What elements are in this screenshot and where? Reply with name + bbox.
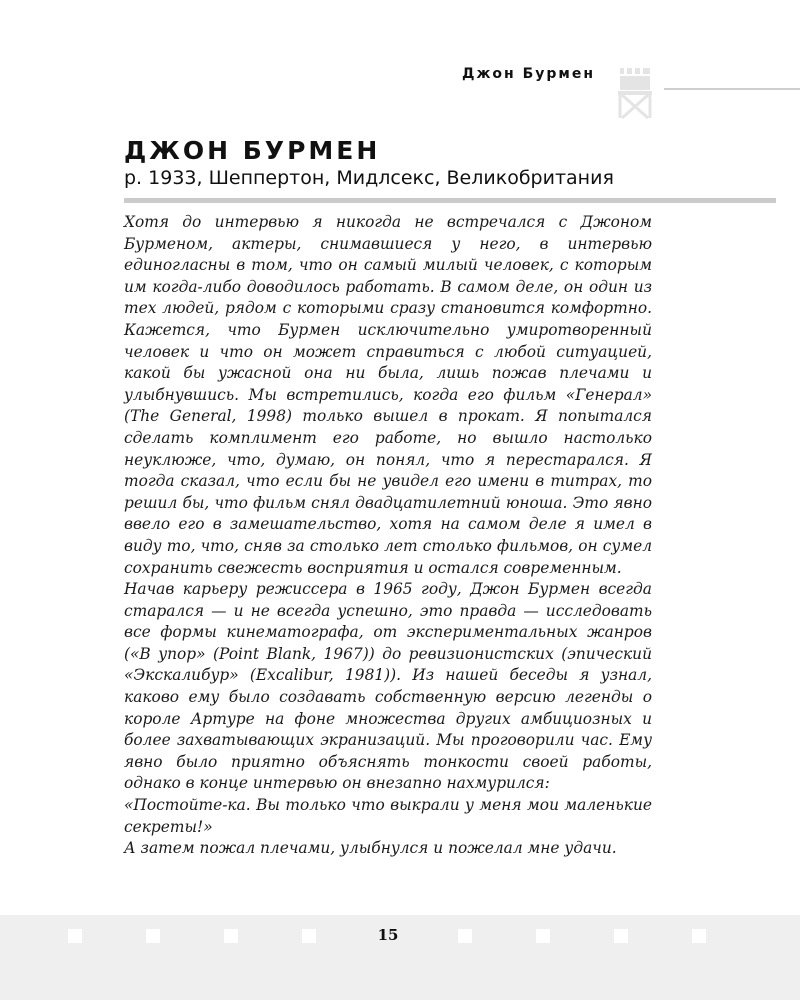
- article-paragraph: Начав карьеру режиссера в 1965 году, Джон Бурмен всегда старался — и не всегда успешно, это правда — исследовать все формы кинематографа, от экспериментальных жанров («В упор» (Point Blank, 1967)) до ревизионистских (эпический «Экскалибур» (Excalibur, 1981)). Из нашей беседы я узнал, каково ему было создавать собственную версию легенды о короле Артуре на фоне множества других амбициозных и более захватывающих экранизаций. Мы проговорили час. Ему явно было приятно объяснять тонкости своей работы, однако в конце интервью он внезапно нахмурился:: [124, 580, 652, 793]
- running-head-rule: [664, 88, 800, 90]
- article-paragraph: «Постойте-ка. Вы только что выкрали у меня мои маленькие секреты!»: [124, 796, 652, 836]
- title-rule: [124, 198, 776, 203]
- director-chair-clapperboard-icon: [612, 66, 658, 120]
- page-title: ДЖОН БУРМЕН: [124, 136, 381, 165]
- page-subtitle: р. 1933, Шеппертон, Мидлсекс, Великобритания: [124, 167, 614, 189]
- running-head: Джон Бурмен: [462, 66, 595, 82]
- page-number: 15: [377, 926, 399, 944]
- article-body: [124, 212, 652, 860]
- article-paragraph: А затем пожал плечами, улыбнулся и пожелал мне удачи.: [124, 839, 617, 858]
- article-paragraph: Хотя до интервью я никогда не встречался с Джоном Бурменом, актеры, снимавшиеся у него, в интервью единогласны в том, что он самый милый человек, с которым им когда-либо доводилось работать. В самом деле, он один из тех людей, рядом с которыми сразу становится комфортно. Кажется, что Бурмен исключительно умиротворенный человек и что он может справиться с любой ситуацией, какой бы ужасной она ни была, лишь пожав плечами и улыбнувшись. Мы встретились, когда его фильм «Генерал» (The General, 1998) только вышел в прокат. Я попытался сделать комплимент его работе, но вышло настолько неуклюже, что, думаю, он понял, что я перестарался. Я тогда сказал, что если бы не увидел его имени в титрах, то решил бы, что фильм снял двадцатилетний юноша. Это явно ввело его в замешательство, хотя на самом деле я имел в виду то, что, сняв за столько лет столько фильмов, он сумел сохранить свежесть восприятия и остался современным.: [124, 213, 652, 577]
